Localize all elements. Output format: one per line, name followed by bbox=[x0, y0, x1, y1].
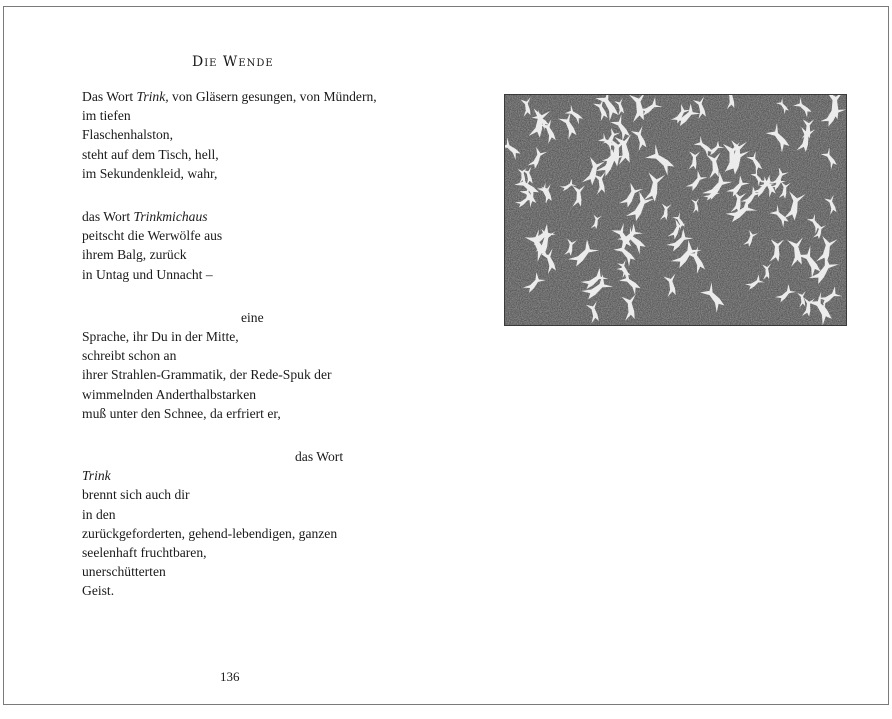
poem-line: peitscht die Werwölfe aus bbox=[82, 228, 223, 244]
text-segment: das Wort bbox=[82, 209, 134, 225]
stanza-gap bbox=[82, 423, 377, 447]
etching-svg bbox=[505, 95, 846, 325]
book-page bbox=[3, 6, 889, 705]
poem-line: Geist. bbox=[82, 583, 115, 599]
text-segment: Das Wort bbox=[82, 89, 137, 104]
poem-line: ihrem Balg, zurück bbox=[82, 247, 187, 263]
poem-line: wimmelnden Anderthalbstarken bbox=[82, 386, 257, 402]
poem-line: Flaschenhalston, bbox=[82, 127, 173, 143]
poem-line: Sprache, ihr Du in der Mitte, bbox=[82, 329, 239, 345]
poem-line bbox=[82, 207, 377, 226]
poem-line: schreibt schon an bbox=[82, 348, 177, 364]
italic-word: Trinkmichaus bbox=[133, 209, 208, 225]
etching-illustration-icon bbox=[504, 94, 847, 326]
poem-body bbox=[82, 87, 377, 601]
poem-line bbox=[82, 466, 377, 485]
poem-line-indented: eine bbox=[241, 309, 264, 325]
text-segment: von Gläsern gesungen, von Mündern, bbox=[168, 89, 377, 104]
poem-line: muß unter den Schnee, da erfriert er, bbox=[82, 405, 281, 421]
page-number: 136 bbox=[220, 669, 240, 684]
poem-line: im tiefen bbox=[82, 108, 131, 124]
poem-line-indented: das Wort bbox=[295, 449, 344, 465]
poem-line: zurückgeforderten, gehend-lebendigen, ganzen bbox=[82, 525, 338, 541]
poem-line: in Untag und Unnacht – bbox=[82, 266, 213, 282]
stanza-gap bbox=[82, 183, 377, 207]
stanza-gap bbox=[82, 284, 377, 308]
poem-line: unerschütterten bbox=[82, 564, 166, 580]
poem-line: in den bbox=[82, 506, 116, 522]
poem-title: Die Wende bbox=[192, 54, 274, 70]
italic-word: Trink, bbox=[136, 89, 169, 104]
poem-line: steht auf dem Tisch, hell, bbox=[82, 146, 219, 162]
poem-line: brennt sich auch dir bbox=[82, 487, 190, 503]
poem-line: im Sekundenkleid, wahr, bbox=[82, 165, 218, 181]
poem-line bbox=[82, 87, 377, 106]
poem-line: seelenhaft fruchtbaren, bbox=[82, 545, 207, 561]
poem-line: ihrer Strahlen-Grammatik, der Rede-Spuk der bbox=[82, 367, 332, 383]
italic-word: Trink bbox=[82, 468, 111, 484]
